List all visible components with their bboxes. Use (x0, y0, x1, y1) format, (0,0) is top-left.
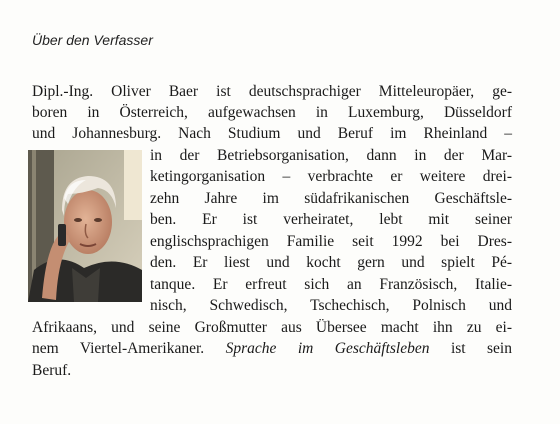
portrait-image (28, 150, 142, 302)
section-heading: Über den Verfasser (32, 32, 153, 48)
bio-line: zehn Jahre im südafrikanischen Geschäftsle- (150, 190, 512, 207)
bio-line: Afrikaans, und seine Großmutter aus Übersee macht ihn zu ei- (32, 319, 512, 336)
bio-line: ketingorganisation – verbrachte er weitere drei- (150, 168, 512, 185)
bio-line: in der Betriebsorganisation, dann in der Mar- (150, 147, 512, 164)
bio-line: tanque. Er erfreut sich an Französisch, Italie- (150, 276, 512, 293)
bio-line: den. Er liest und kocht gern und spielt Pé- (150, 254, 512, 271)
bio-text: ist sein (450, 340, 512, 357)
bio-line: englischsprachigen Familie seit 1992 bei Dres- (150, 233, 512, 250)
bio-line: Dipl.-Ing. Oliver Baer ist deutschsprachiger Mitteleuropäer, ge- (32, 83, 512, 100)
bio-line (32, 339, 512, 359)
bio-line: nisch, Schwedisch, Tschechisch, Polnisch und (150, 297, 512, 314)
bio-line: und Johannesburg. Nach Studium und Beruf im Rheinland – (32, 125, 512, 142)
bio-text: nem Viertel-Amerikaner. (32, 340, 205, 357)
bio-line: Beruf. (32, 362, 72, 379)
author-photo (28, 150, 142, 302)
bio-line: ben. Er ist verheiratet, lebt mit seiner (150, 211, 512, 228)
book-title: Sprache im Geschäftsleben (225, 340, 430, 357)
bio-line: boren in Österreich, aufgewachsen in Luxemburg, Düsseldorf (32, 104, 512, 121)
